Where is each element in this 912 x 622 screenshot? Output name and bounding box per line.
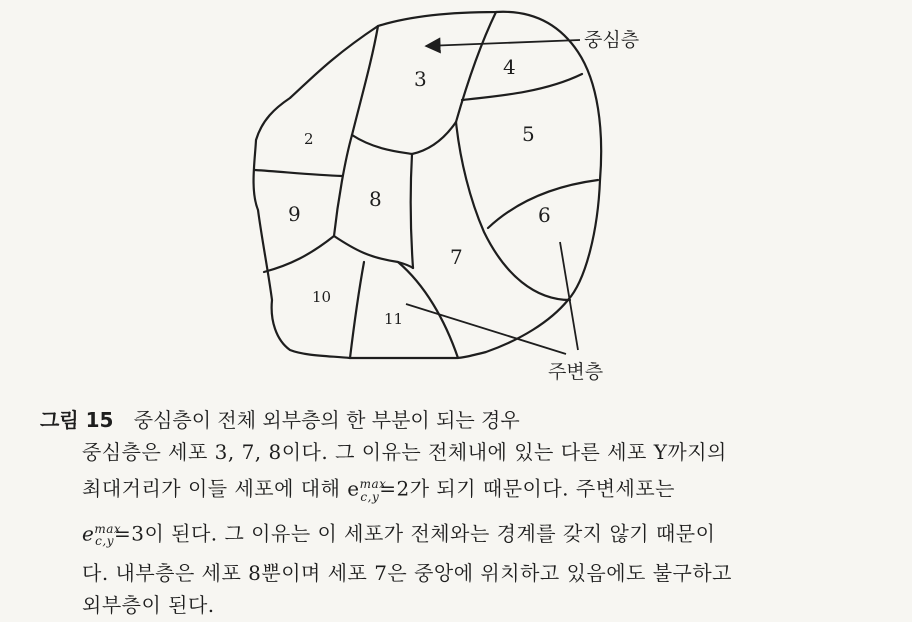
cell-label: 10 xyxy=(312,288,332,306)
caption-line: $e^{max}_{c,y}=3$이 된다. 그 이유는 이 세포가 전체와는 경계를 갖지 않기 때문이 xyxy=(82,521,716,549)
cell-label: 3 xyxy=(414,67,427,91)
figure-caption xyxy=(40,404,900,621)
caption-line: 다. 내부층은 세포 8뿐이며 세포 7은 중앙에 위치하고 있음에도 불구하고 xyxy=(82,561,732,586)
cell-border xyxy=(334,135,352,236)
cell-label: 2 xyxy=(304,130,314,148)
cell-border xyxy=(334,236,413,268)
cell-label: 6 xyxy=(538,203,551,227)
figure-label: 그림 15 xyxy=(40,408,114,432)
cell-border xyxy=(352,122,456,154)
cell-label: 9 xyxy=(288,202,301,226)
peripheral-pointer-line xyxy=(560,242,578,350)
cell-label: 8 xyxy=(369,187,382,211)
center-layer-label: 중심층 xyxy=(584,29,640,51)
cell-label: 7 xyxy=(450,245,463,269)
cell-label: 5 xyxy=(522,122,535,146)
caption-line: 외부층이 된다. xyxy=(82,593,215,618)
peripheral-label: 주변층 xyxy=(548,361,604,383)
cell-border xyxy=(350,262,364,358)
center-layer-arrow xyxy=(426,40,580,46)
cell-border xyxy=(456,122,570,300)
outer-boundary xyxy=(254,12,602,358)
caption-body xyxy=(40,436,900,621)
caption-heading: 중심층이 전체 외부층의 한 부분이 되는 경우 xyxy=(133,408,520,432)
cell-border xyxy=(411,154,413,268)
cell-label: 11 xyxy=(384,310,404,328)
cell-border xyxy=(255,170,342,176)
cell-border xyxy=(456,12,496,122)
cell-label: 4 xyxy=(503,55,516,79)
caption-line: 최대거리가 이들 세포에 대해 $e^{max}_{c,y}=2$가 되기 때문이다. 주변세포는 xyxy=(82,476,676,504)
cell-border xyxy=(264,236,334,272)
peripheral-pointer-line xyxy=(406,304,566,354)
caption-line: 중심층은 세포 3, 7, 8이다. 그 이유는 전체내에 있는 다른 세포 Y까지의 xyxy=(82,440,727,464)
cell-border xyxy=(462,74,582,100)
